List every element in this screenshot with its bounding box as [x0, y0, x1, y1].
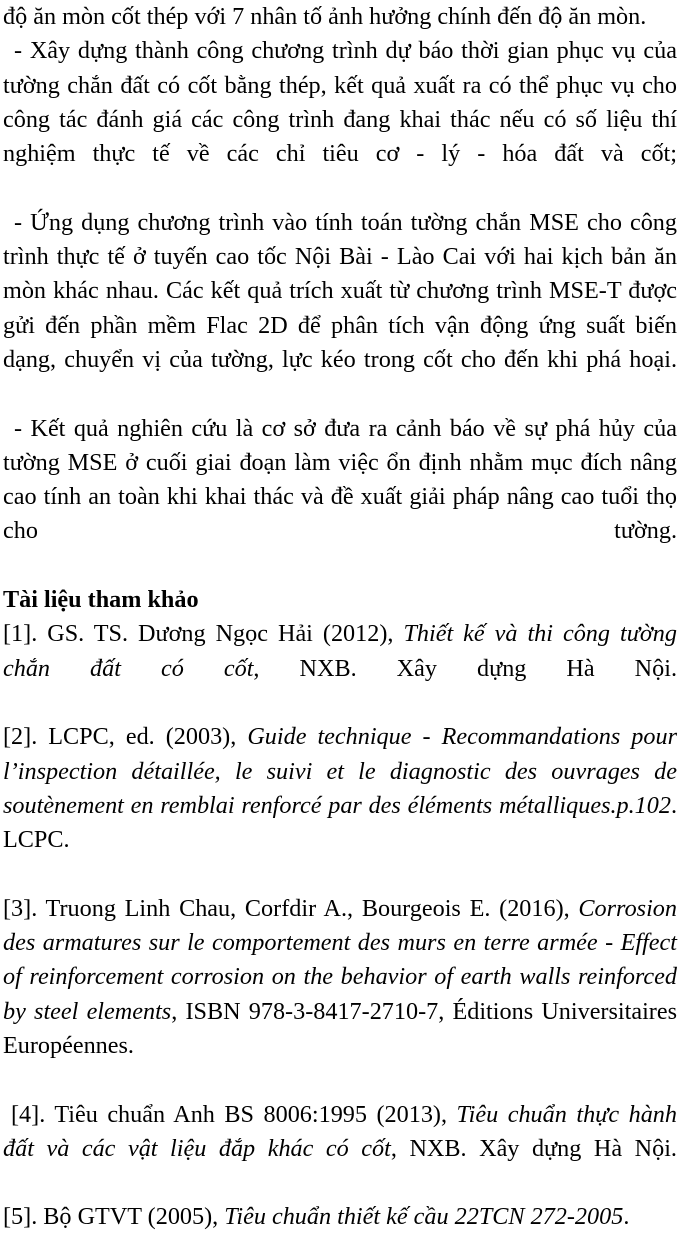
- reference-authors-2: LCPC, ed. (2003),: [37, 723, 248, 751]
- reference-publisher-2: . LCPC.: [3, 791, 677, 854]
- references-heading: Tài liệu tham khảo: [3, 586, 199, 614]
- reference-item-2: [3, 720, 677, 891]
- reference-item-1: [3, 617, 677, 720]
- reference-title-2: Guide technique - Recommandations pour l’inspection détaillée, le suivi et le diagnostic des ouvrages de soutènement en remblai renforcé par des éléments métalliques.p.102: [3, 723, 677, 819]
- reference-publisher-5: .: [623, 1203, 630, 1231]
- reference-authors-4: Tiêu chuẩn Anh BS 8006:1995 (2013),: [45, 1100, 457, 1128]
- reference-publisher-1: , NXB. Xây dựng Hà Nội.: [253, 654, 677, 682]
- paragraph-bullet-2: - Ứng dụng chương trình vào tính toán tường chắn MSE cho công trình thực tế ở tuyến cao tốc Nội Bài - Lào Cai với hai kịch bản ăn mòn khác nhau. Các kết quả trích xuất từ chương trình MSE-T được gửi đến phần mềm Flac 2D để phân tích vận động ứng suất biến dạng, chuyển vị của tường, lực kéo trong cốt cho đến khi phá hoại.: [3, 208, 677, 373]
- paragraph-bullet-3: - Kết quả nghiên cứu là cơ sở đưa ra cảnh báo về sự phá hủy của tường MSE ở cuối giai đoạn làm việc ổn định nhằm mục đích nâng cao tính an toàn khi khai thác và đề xuất giải pháp nâng cao tuổi thọ cho tường.: [3, 414, 677, 545]
- reference-title-4: Tiêu chuẩn thực hành đất và các vật liệu đắp khác có cốt: [3, 1100, 677, 1162]
- reference-item-5: [3, 1200, 677, 1234]
- reference-authors-5: Bộ GTVT (2005),: [37, 1203, 225, 1231]
- reference-authors-3: Truong Linh Chau, Corfdir A., Bourgeois E. (2016),: [37, 894, 579, 922]
- reference-label-4: [4].: [11, 1100, 46, 1128]
- reference-publisher-4: , NXB. Xây dựng Hà Nội.: [390, 1134, 677, 1162]
- reference-label-1: [1].: [3, 620, 38, 648]
- reference-title-1: Thiết kế và thi công tường chắn đất có cốt: [3, 620, 677, 682]
- paragraph-continued: độ ăn mòn cốt thép với 7 nhân tố ảnh hưởng chính đến độ ăn mòn.: [3, 3, 647, 30]
- reference-title-5: Tiêu chuẩn thiết kế cầu 22TCN 272-2005: [224, 1203, 624, 1231]
- reference-publisher-3: , ISBN 978-3-8417-2710-7, Éditions Universitaires Européennes.: [3, 997, 677, 1059]
- reference-label-3: [3].: [3, 894, 38, 922]
- paragraph-bullet-1: - Xây dựng thành công chương trình dự báo thời gian phục vụ của tường chắn đất có cốt bằng thép, kết quả xuất ra có thể phục vụ cho công tác đánh giá các công trình đang khai thác nếu có số liệu thí nghiệm thực tế về các chỉ tiêu cơ - lý - hóa đất và cốt;: [3, 37, 677, 168]
- reference-label-2: [2].: [3, 723, 38, 751]
- reference-item-3: [3, 892, 677, 1098]
- reference-authors-1: GS. TS. Dương Ngọc Hải (2012),: [37, 620, 404, 648]
- reference-title-3: Corrosion des armatures sur le comportement des murs en terre armée - Effect of reinforcement corrosion on the behavior of earth walls reinforced by steel elements: [3, 894, 677, 1025]
- reference-label-5: [5].: [3, 1203, 38, 1231]
- reference-item-4: [3, 1098, 677, 1201]
